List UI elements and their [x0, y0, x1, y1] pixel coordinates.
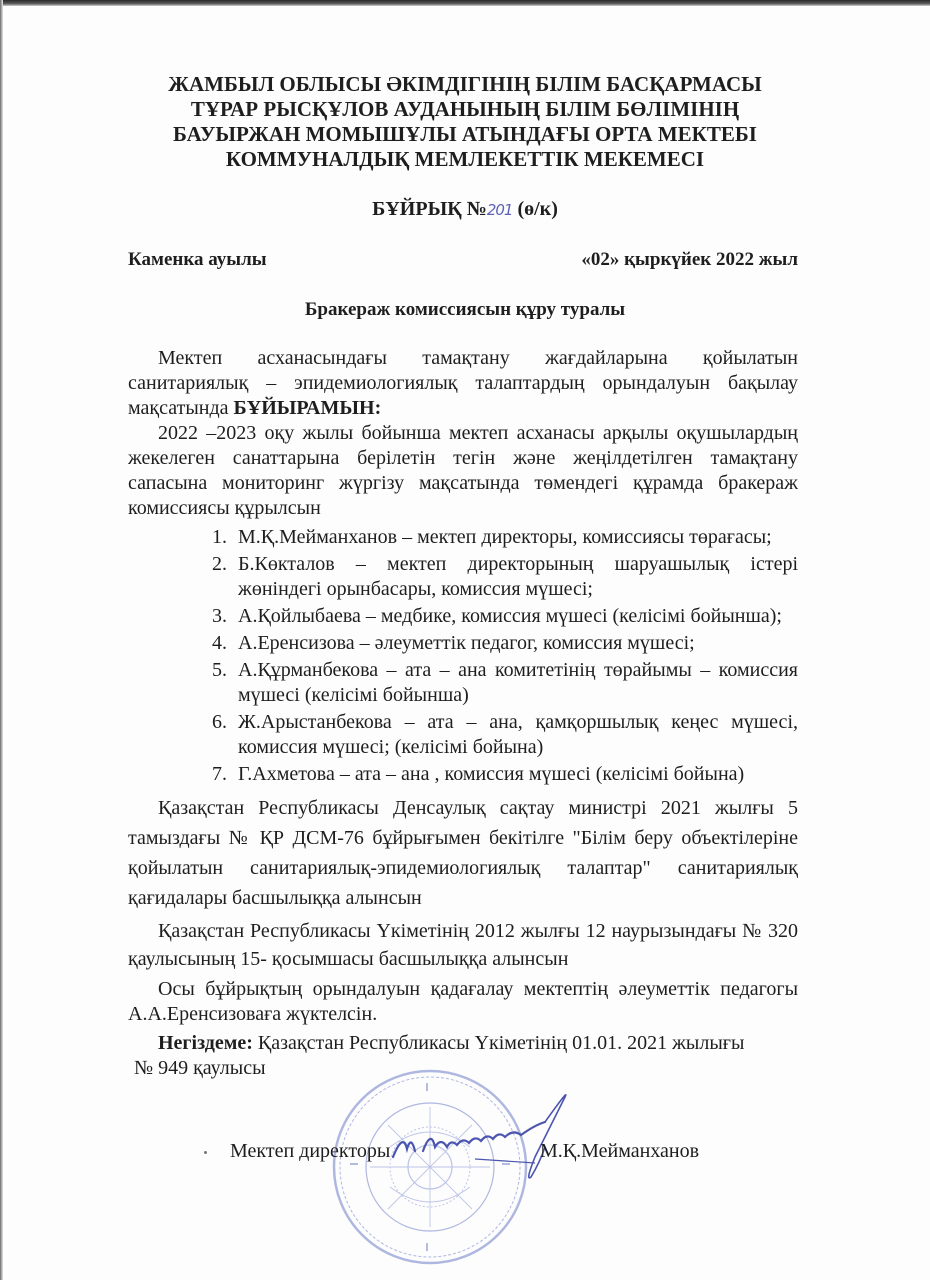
list-item-number: 4. — [212, 632, 227, 654]
order-number-handwritten: 201 — [486, 201, 513, 219]
paragraph-health-ministry — [128, 793, 798, 913]
paragraph-supervision-text: Осы бұйрықтың орындалуын қадағалау мектептің әлеуметтік педагогы А.А.Еренсизоваға жүктелсін. — [128, 978, 798, 1025]
order-date: «02» қыркүйек 2022 жыл — [581, 249, 798, 270]
paragraph-commission — [128, 421, 798, 521]
header-line-4: КОММУНАЛДЫҚ МЕМЛЕКЕТТІК МЕКЕМЕСІ — [225, 147, 705, 171]
basis-line-2: № 949 қаулысы — [134, 1057, 266, 1079]
list-item-text: Г.Ахметова – ата – ана , комиссия мүшесі (келісімі бойына) — [238, 763, 745, 785]
signatory-name: М.Қ.Мейманханов — [540, 1140, 700, 1162]
paragraph-health-ministry-text: Қазақстан Республикасы Денсаулық сақтау министрі 2021 жылғы 5 тамыздағы № ҚР ДСМ-76 бұйрығымен бекітілге "Білім беру объектілеріне қойылатын санитариялық-эпидемиологиялық талаптар" санитариялық қағидалары басшылыққа алынсын — [128, 797, 798, 909]
header-line-2: ТҰРАР РЫСҚҰЛОВ АУДАНЫНЫҢ БІЛІМ БӨЛІМІНІҢ — [190, 97, 740, 121]
paragraph-intro — [128, 346, 798, 421]
paragraph-supervision — [128, 977, 798, 1027]
list-item — [212, 525, 798, 550]
list-item — [212, 762, 798, 787]
paragraph-intro-text: Мектеп асханасындағы тамақтану жағдайларына қойылатын санитариялық – эпидемиологиялық талаптардың орындалуын бақылау мақсатында — [128, 347, 798, 419]
list-item-text: А.Құрманбекова – ата – ана комитетінің төрайымы – комиссия мүшесі (келісімі бойынша) — [238, 659, 798, 706]
director-signature — [385, 1077, 585, 1187]
paragraph-government-resolution-text: Қазақстан Республикасы Үкіметінің 2012 жылғы 12 наурызындағы № 320 қаулысының 15- қосымшасы басшылыққа алынсын — [128, 920, 798, 970]
order-subject: Бракераж комиссиясын құру туралы — [304, 299, 626, 320]
document-header — [0, 72, 930, 172]
list-item-text: А.Еренсизова – әлеуметтік педагог, комиссия мүшесі; — [238, 632, 695, 654]
basis-label: Негіздеме: — [158, 1032, 253, 1054]
order-title — [0, 196, 930, 223]
paragraph-government-resolution — [128, 917, 798, 973]
members-list — [212, 525, 798, 787]
order-prefix: БҰЙРЫҚ № — [372, 198, 487, 220]
list-item-text: А.Қойлыбаева – медбике, комиссия мүшесі (келісімі бойынша); — [238, 605, 782, 627]
place-date-row — [128, 247, 798, 273]
list-item — [212, 604, 798, 629]
list-item — [212, 658, 798, 708]
scan-speck — [204, 1151, 207, 1154]
signature-label: Мектеп директоры — [230, 1140, 391, 1162]
list-item-number: 7. — [212, 763, 227, 785]
list-item-text: Ж.Арыстанбекова – ата – ана, қамқоршылық кеңес мүшесі, комиссия мүшесі; (келісімі бойына) — [238, 711, 798, 758]
list-item-number: 2. — [212, 553, 227, 575]
list-item-number: 3. — [212, 605, 227, 627]
basis-text: Қазақстан Республикасы Үкіметінің 01.01. 2021 жылығы — [252, 1032, 745, 1054]
paragraph-commission-text: 2022 –2023 оқу жылы бойынша мектеп асханасы арқылы оқушылардың жекелеген санаттарына берілетін тегін және жеңілдетілген тамақтану сапасына мониторинг жүргізу мақсатында төмендегі құрамда бракераж комиссиясы құрылсын — [128, 422, 798, 519]
signature-block — [0, 1117, 930, 1237]
list-item-number: 1. — [212, 526, 227, 548]
place: Каменка ауылы — [128, 249, 267, 270]
list-item-text: М.Қ.Мейманханов – мектеп директоры, комиссиясы төрағасы; — [238, 526, 772, 548]
list-item — [212, 710, 798, 760]
list-item-number: 6. — [212, 711, 227, 733]
order-keyword: БҰЙЫРАМЫН: — [233, 397, 382, 419]
list-item-number: 5. — [212, 659, 227, 681]
header-line-1: ЖАМБЫЛ ОБЛЫСЫ ӘКІМДІГІНІҢ БІЛІМ БАСҚАРМАСЫ — [168, 72, 762, 96]
order-suffix: (ө/к) — [512, 198, 558, 220]
list-item-text: Б.Көкталов – мектеп директорының шаруашылық істері жөніндегі орынбасары, комиссия мүшесі; — [238, 553, 798, 600]
list-item — [212, 552, 798, 602]
list-item — [212, 631, 798, 656]
header-line-3: БАУЫРЖАН МОМЫШҰЛЫ АТЫНДАҒЫ ОРТА МЕКТЕБІ — [173, 122, 757, 146]
